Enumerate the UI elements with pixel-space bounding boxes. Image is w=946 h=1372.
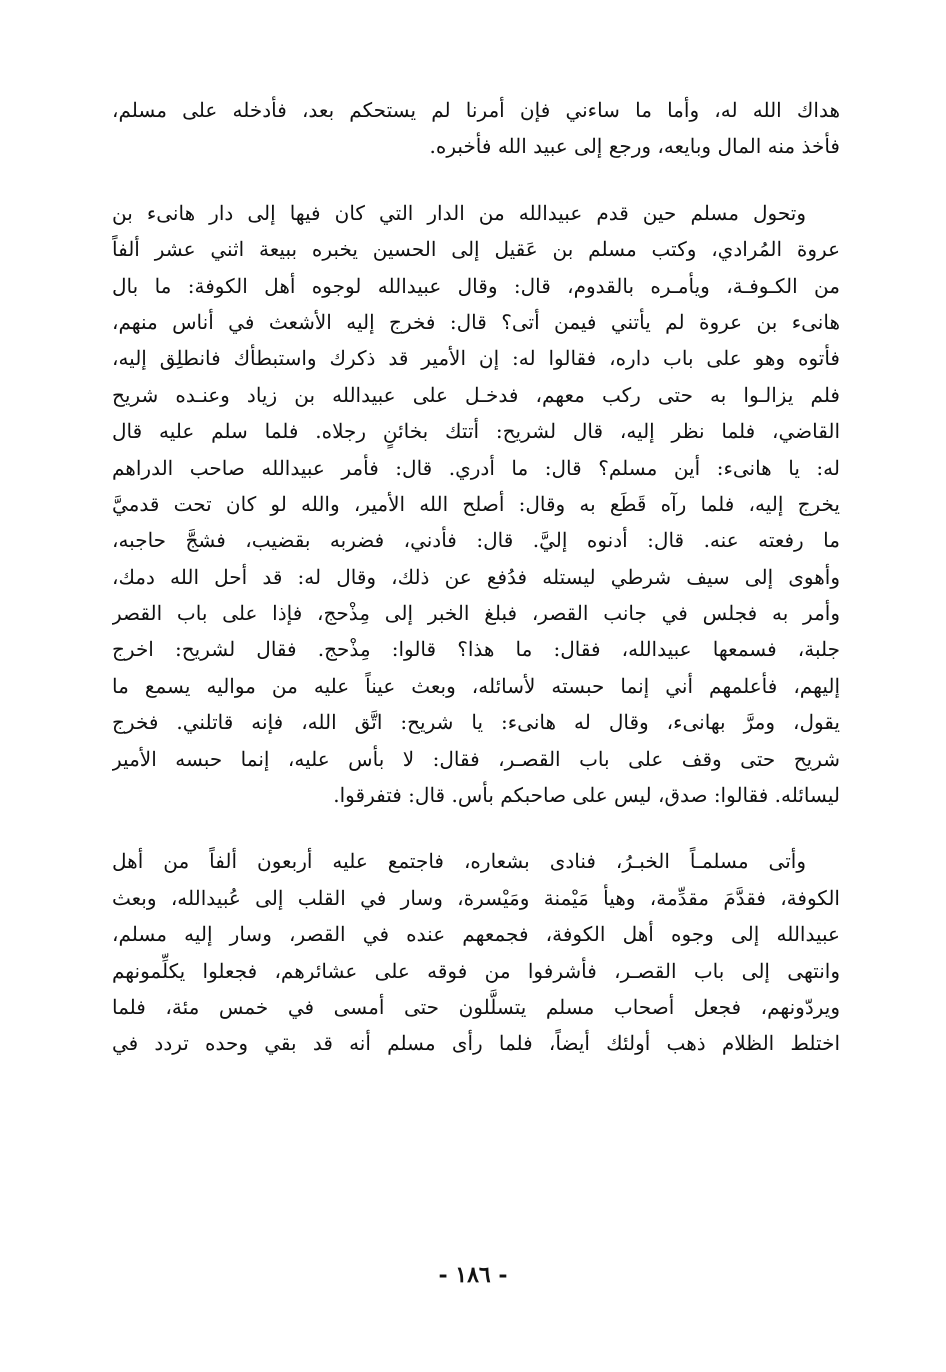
paragraph-2	[112, 195, 840, 814]
text-line: اختلط الظلام ذهب أولئك أيضاً، فلما رأى مسلم أنه قد بقي وحده تردد في	[112, 1031, 840, 1056]
paragraph-3	[112, 843, 840, 1061]
text-line: جلبة، فسمعها عبيدالله، فقال: ما هذا؟ قالوا: مِذْحج. فقال لشريح: اخرج	[112, 637, 840, 662]
text-line: عروة المُرادي، وكتب مسلم بن عَقيل إلى الحسين يخبره ببيعة اثني عشر ألفاً	[112, 237, 840, 262]
text-line: هانىء بن عروة لم يأتني فيمن أتى؟ قال: فخرج إليه الأشعث في أناس منهم،	[112, 309, 840, 334]
text-line: فلم يزالـوا به حتى ركب معهم، فدخـل على عبيدالله بن زياد وعنـده شريح	[112, 382, 840, 407]
text-line: وتحول مسلم حين قدم عبيدالله من الدار التي كان فيها إلى دار هانىء بن	[112, 200, 806, 225]
page-number: - ١٨٦ -	[438, 1262, 508, 1288]
text-line: فأتوه وهو على باب داره، فقالوا له: إن الأمير قد ذكرك واستبطأك فانطلِق إليه،	[112, 346, 840, 371]
text-line: من الكـوفـة، ويأمـره بالقدوم، قال: وقال عبيدالله لوجوه أهل الكوفة: ما بال	[112, 273, 840, 298]
text-line: إليهم، فأعلمهم أني إنما حبسته لأسائله، وبعث عيناً عليه من مواليه يسمع ما	[112, 673, 840, 698]
text-line: شريح حتى وقف على باب القصـر، فقال: لا بأس عليه، إنما حبسه الأمير	[112, 746, 840, 771]
text-line: وأمر به فجلس في جانب القصر، فبلغ الخبر إلى مِذْحج، فإذا على باب القصر	[112, 601, 840, 626]
text-line: يخرج إليه، فلما رآه قَطَع به وقال: أصلح الله الأمير، والله لو كان تحت قدميَّ	[112, 491, 840, 516]
text-line: ما رفعته عنه. قال: أدنوه إليَّ. قال: فأدني، فضربه بقضيب، فشجَّ حاجبه،	[112, 528, 840, 553]
text-line: القاضي، فلما نظر إليه، قال لشريح: أتتك بخائنٍ رجلاه. فلما سلم عليه قال	[112, 419, 840, 444]
text-line: فأخذ منه المال وبايعه، ورجع إلى عبيد الله فأخبره.	[429, 134, 840, 159]
text-line: الكوفة، فقدَّمَ مقدِّمة، وهيأ مَيْمنة ومَيْسرة، وسار في القلب إلى عُبيدالله، وبعث	[112, 885, 840, 910]
text-line: ويردّونهم، فجعل أصحاب مسلم يتسلَّلون حتى أمسى في خمس مئة، فلما	[112, 994, 840, 1019]
text-line: وأتى مسلمـاً الخبـرُ، فنادى بشعاره، فاجتمع عليه أربعون ألفاً من أهل	[112, 849, 806, 874]
text-line: يقول، ومرَّ بهانىء، وقال له هانىء: يا شريح: اتَّق الله، فإنه قاتلني. فخرج	[112, 710, 840, 735]
paragraph-1	[112, 92, 840, 165]
text-line: وانتهى إلى باب القصـر، فأشرفوا من فوقه على عشائرهم، فجعلوا يكلِّمونهم	[112, 958, 840, 983]
text-line: هداك الله له، وأما ما ساءني فإن أمرنا لم يستحكم بعد، فأدخله على مسلم،	[112, 98, 840, 122]
text-line: عبيدالله إلى وجوه أهل الكوفة، فجمعهم عنده في القصر، وسار إليه مسلم،	[112, 922, 840, 947]
text-line: ليسائله. فقالوا: صدق، ليس على صاحبكم بأس. قال: فتفرقوا.	[333, 783, 840, 808]
text-line: له: يا هانىء: أين مسلم؟ قال: ما أدري. قال: فأمر عبيدالله صاحب الدراهم	[112, 455, 840, 480]
page-body	[112, 92, 840, 1062]
text-line: وأهوى إلى سيف شرطي ليستله فدُفع عن ذلك، وقال له: قد أحل الله دمك،	[112, 564, 840, 589]
